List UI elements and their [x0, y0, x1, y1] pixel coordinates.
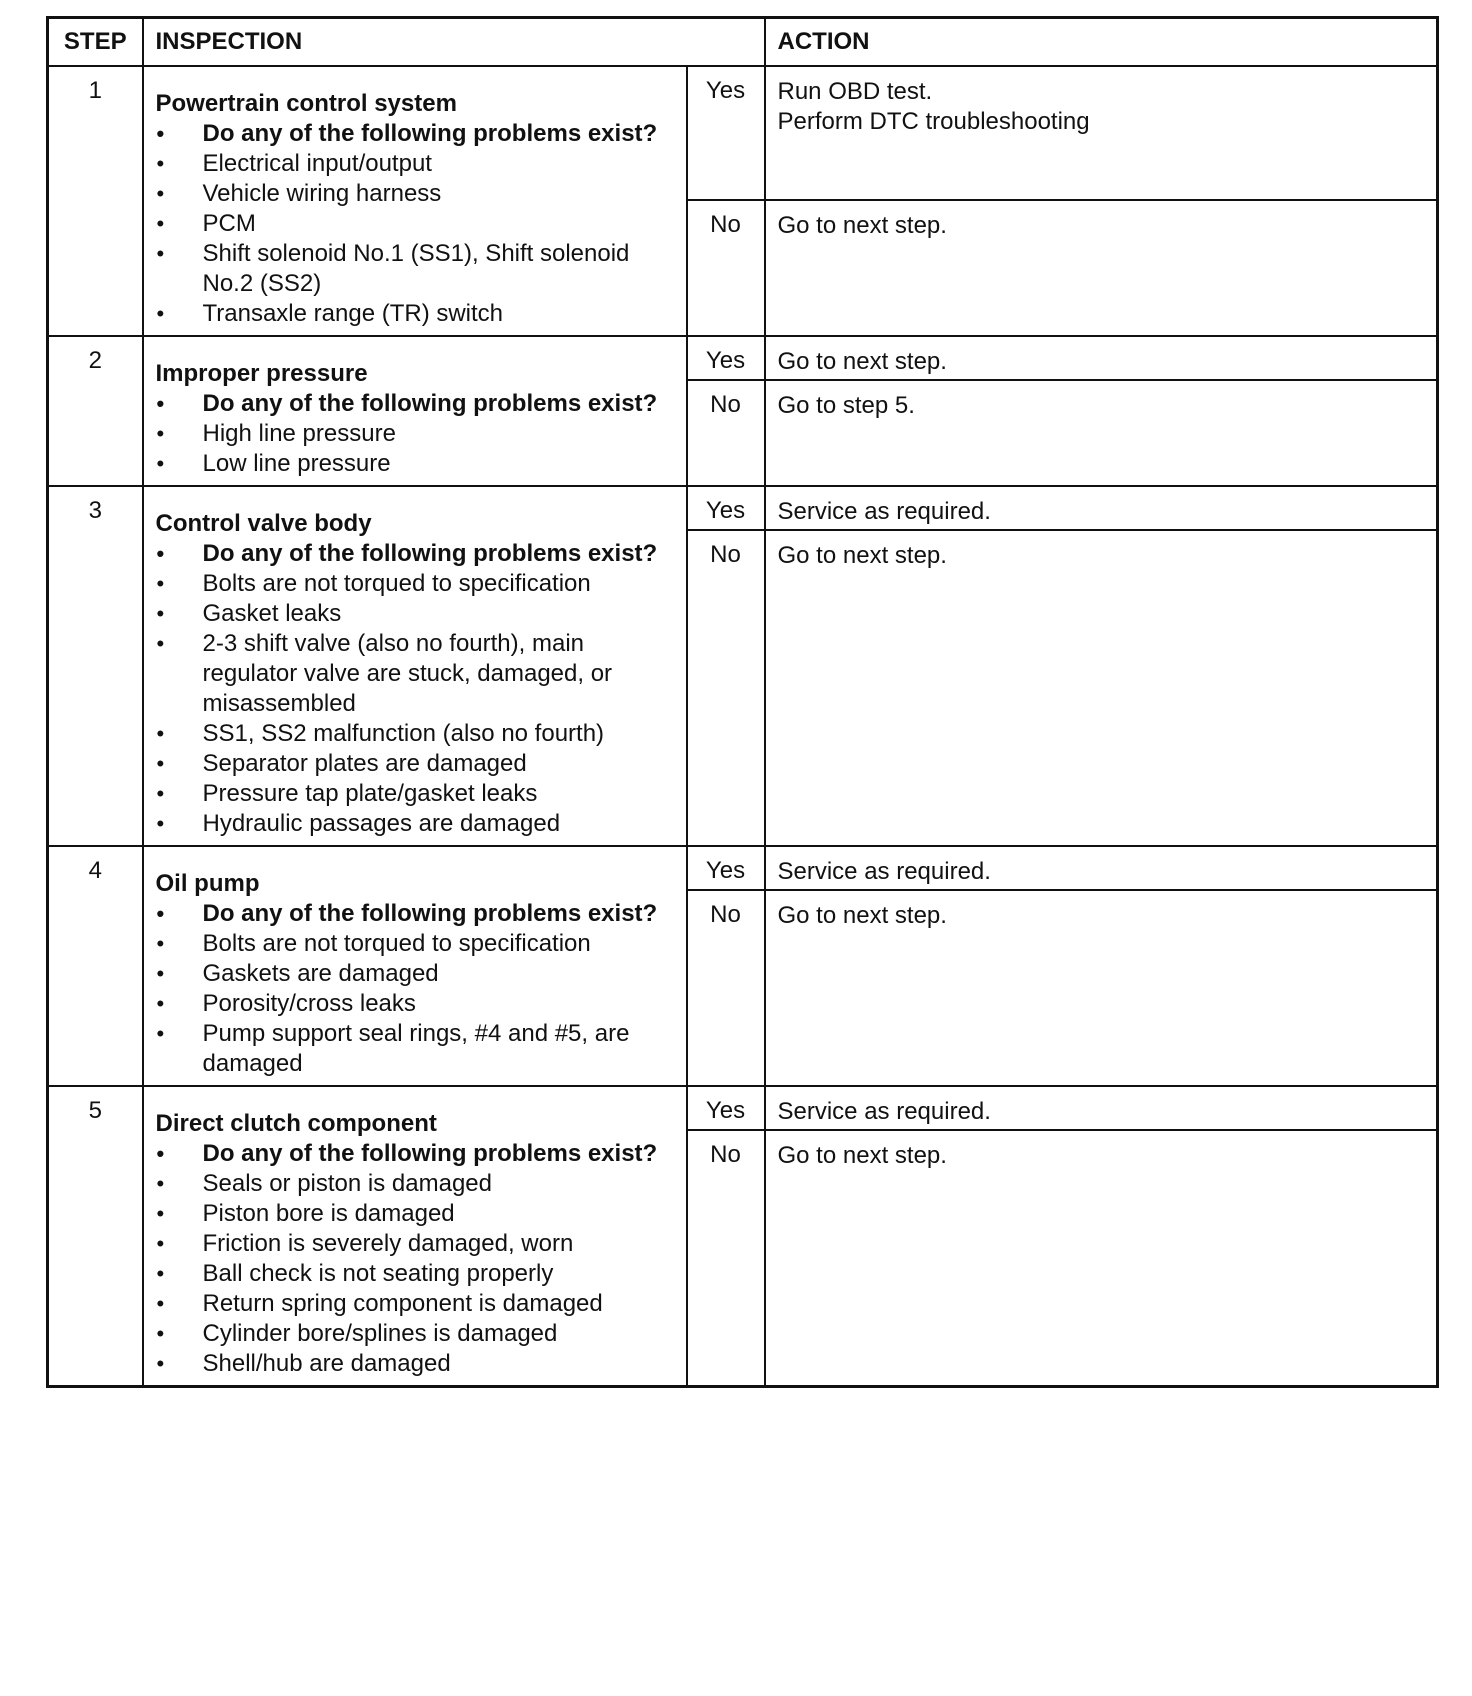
yes-label: Yes	[687, 486, 765, 530]
no-action: Go to next step.	[765, 890, 1438, 1086]
problem-list	[156, 899, 676, 1079]
inspection-title: Direct clutch component	[155, 1110, 437, 1137]
inspection-cell	[143, 66, 687, 336]
list-item: • Return spring component is damaged	[156, 1289, 676, 1319]
problem-question: • Do any of the following problems exist?	[156, 899, 676, 929]
yes-label: Yes	[687, 1086, 765, 1130]
list-item: • 2-3 shift valve (also no fourth), main regulator valve are stuck, damaged, or misassembled	[156, 629, 676, 719]
inspection-table	[46, 16, 1439, 1388]
list-item: • Transaxle range (TR) switch	[156, 299, 676, 329]
list-item: • Pressure tap plate/gasket leaks	[156, 779, 676, 809]
yes-label: Yes	[687, 336, 765, 380]
list-item: • Bolts are not torqued to specification	[156, 569, 676, 599]
list-item: • Gasket leaks	[156, 599, 676, 629]
yes-label: Yes	[687, 66, 765, 200]
problem-list	[156, 539, 676, 839]
inspection-title: Oil pump	[155, 870, 260, 897]
list-item: • SS1, SS2 malfunction (also no fourth)	[156, 719, 676, 749]
problem-list	[156, 1139, 676, 1379]
step-row-1-yes	[48, 66, 1438, 200]
header-step: STEP	[48, 18, 143, 67]
no-action: Go to next step.	[765, 1130, 1438, 1387]
inspection-title: Powertrain control system	[155, 90, 457, 117]
yes-label: Yes	[687, 846, 765, 890]
list-item: • Porosity/cross leaks	[156, 989, 676, 1019]
list-item: • Cylinder bore/splines is damaged	[156, 1319, 676, 1349]
list-item: • Bolts are not torqued to specification	[156, 929, 676, 959]
step-row-3-yes	[48, 486, 1438, 530]
list-item: • Separator plates are damaged	[156, 749, 676, 779]
inspection-cell	[143, 1086, 687, 1387]
yes-action-line: Perform DTC troubleshooting	[777, 108, 1090, 135]
no-label: No	[687, 380, 765, 486]
no-label: No	[687, 890, 765, 1086]
table-body	[48, 66, 1438, 1387]
yes-action: Service as required.	[765, 486, 1438, 530]
inspection-cell	[143, 846, 687, 1086]
list-item: • Vehicle wiring harness	[156, 179, 676, 209]
problem-question: • Do any of the following problems exist?	[156, 119, 676, 149]
no-label: No	[687, 200, 765, 336]
problem-list	[156, 119, 676, 329]
list-item: • Gaskets are damaged	[156, 959, 676, 989]
problem-question: • Do any of the following problems exist?	[156, 539, 676, 569]
list-item: • PCM	[156, 209, 676, 239]
yes-action-line: Run OBD test.	[777, 78, 933, 105]
list-item: • Seals or piston is damaged	[156, 1169, 676, 1199]
list-item: • Electrical input/output	[156, 149, 676, 179]
step-number: 2	[48, 336, 143, 486]
step-row-4-yes	[48, 846, 1438, 890]
no-label: No	[687, 530, 765, 846]
no-label: No	[687, 1130, 765, 1387]
list-item: • Ball check is not seating properly	[156, 1259, 676, 1289]
step-row-5-yes	[48, 1086, 1438, 1130]
step-row-2-yes	[48, 336, 1438, 380]
list-item: • Shell/hub are damaged	[156, 1349, 676, 1379]
list-item: • High line pressure	[156, 419, 676, 449]
yes-action	[765, 66, 1438, 200]
no-action: Go to next step.	[765, 200, 1438, 336]
list-item: • Friction is severely damaged, worn	[156, 1229, 676, 1259]
yes-action: Go to next step.	[765, 336, 1438, 380]
step-number: 3	[48, 486, 143, 846]
inspection-cell	[143, 486, 687, 846]
list-item: • Low line pressure	[156, 449, 676, 479]
troubleshooting-sheet	[46, 16, 1436, 1388]
list-item: • Pump support seal rings, #4 and #5, are damaged	[156, 1019, 676, 1079]
no-action: Go to step 5.	[765, 380, 1438, 486]
header-action: ACTION	[765, 18, 1438, 67]
problem-question: • Do any of the following problems exist?	[156, 389, 676, 419]
inspection-title: Control valve body	[155, 510, 372, 537]
header-inspection: INSPECTION	[143, 18, 765, 67]
problem-list	[156, 389, 676, 479]
problem-question: • Do any of the following problems exist?	[156, 1139, 676, 1169]
list-item: • Hydraulic passages are damaged	[156, 809, 676, 839]
step-number: 1	[48, 66, 143, 336]
no-action: Go to next step.	[765, 530, 1438, 846]
yes-action: Service as required.	[765, 846, 1438, 890]
step-number: 5	[48, 1086, 143, 1387]
inspection-cell	[143, 336, 687, 486]
header-row	[48, 18, 1438, 67]
step-number: 4	[48, 846, 143, 1086]
list-item: • Piston bore is damaged	[156, 1199, 676, 1229]
yes-action: Service as required.	[765, 1086, 1438, 1130]
list-item: • Shift solenoid No.1 (SS1), Shift solenoid No.2 (SS2)	[156, 239, 676, 299]
inspection-title: Improper pressure	[155, 360, 368, 387]
